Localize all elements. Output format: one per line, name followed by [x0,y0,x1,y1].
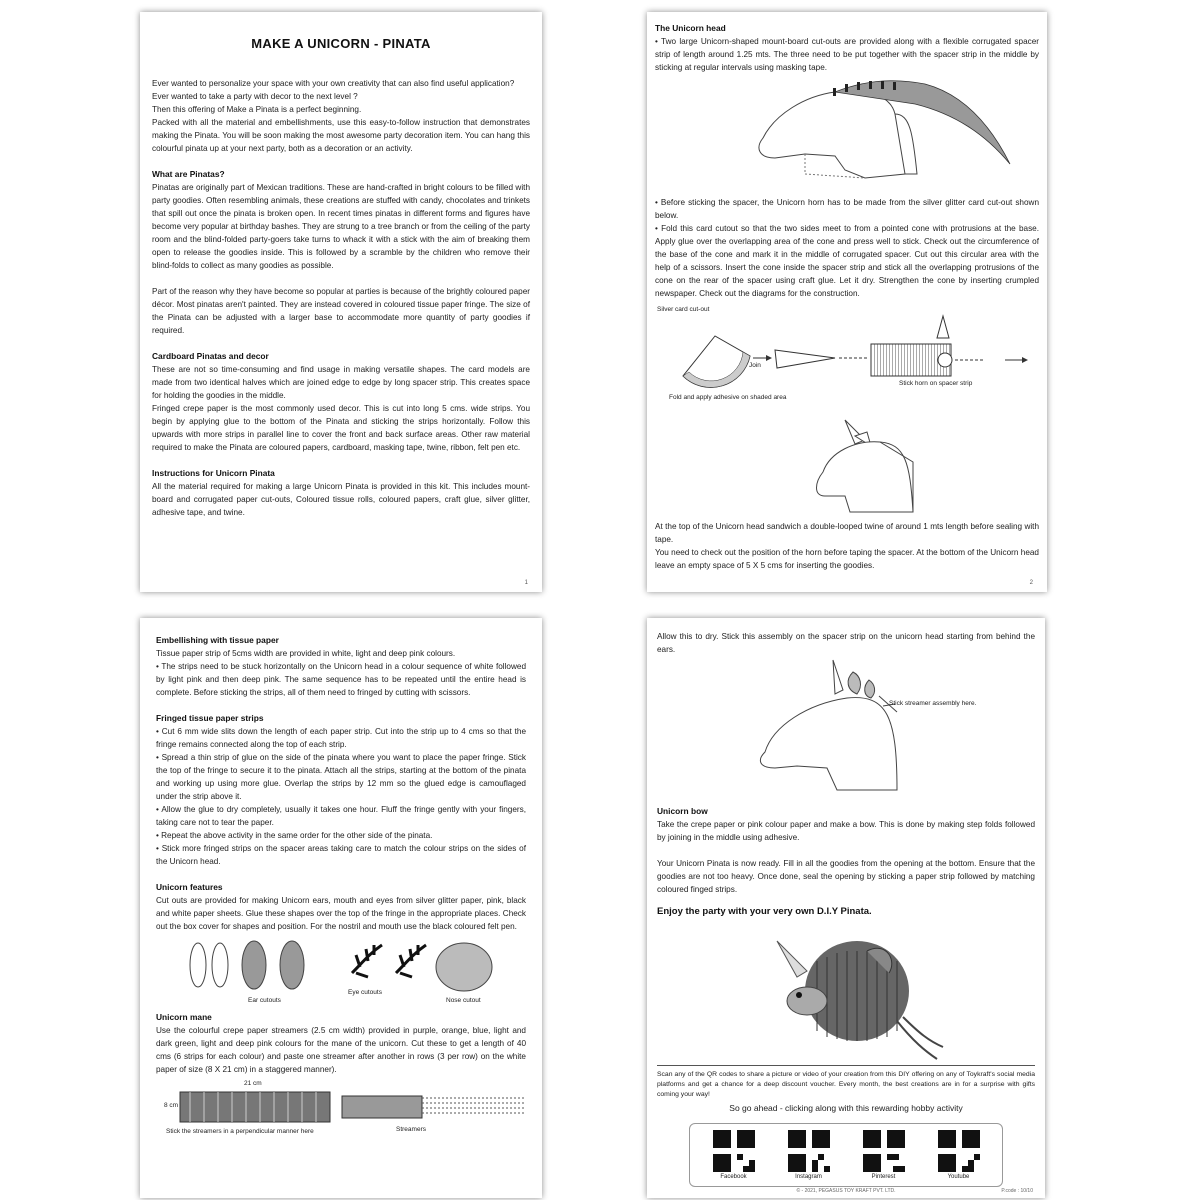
label-ear-cutouts: Ear cutouts [248,997,281,1004]
label-stick-streamers: Stick the streamers in a perpendicular manner here [166,1128,314,1135]
paragraph: You need to check out the position of the horn before taping the spacer. At the bottom of the Unicorn head leave an empty space of 5 X 5 cms for inserting the goodies. [655,548,1039,570]
finished-pinata-photo [657,921,1035,1063]
qr-label: Youtube [947,1174,970,1180]
label-streamers: Streamers [396,1126,426,1133]
paragraph: • The strips need to be stuck horizontally on the Unicorn head in a colour sequence of white followed by light pink and then deep pink. The same sequence has to be repeated until the entire head is complete. Before sticking the strips, all of them need to fringed by cutting with scissors. [156,662,526,697]
qr-code-icon [788,1130,830,1172]
qr-youtube[interactable] [938,1130,980,1180]
paragraph: These are not so time-consuming and find usage in making versatile shapes. The card models are made from two identical halves which are joined edge to edge by long spacer strip. This creates space for holding the goodies in the middle. [152,365,530,400]
section-heading: Fringed tissue paper strips [156,713,264,723]
page-1 [140,12,542,592]
page-3 [140,618,542,1198]
qr-code-icon [863,1130,905,1172]
paragraph: Allow this to dry. Stick this assembly on the spacer strip on the unicorn head starting from behind the ears. [657,632,1035,654]
section-heading: Unicorn mane [156,1012,212,1022]
bullet-item: • Spread a thin strip of glue on the side of the pinata where you want to place the paper fringe. Stick the top of the fringe to secure it to the pinata. Attach all the strips, starting at the bottom of the pinata and working up using more glue. Overlap the strips by 12 mm so the glued edge is camouflaged under the strip above it. [156,753,526,801]
paragraph: Cut outs are provided for making Unicorn ears, mouth and eyes from silver glitter paper, pink, black and white paper sheets. Glue these shapes over the top of the fringe in the appropriate places. Check out the box cover for shapes and position. For the nostril and mouth use the black coloured felt pen. [156,896,526,931]
horn-diagram [655,306,1039,412]
intro-line: Ever wanted to take a party with decor to the next level ? [152,92,358,101]
qr-label: Facebook [720,1174,747,1180]
paragraph: At the top of the Unicorn head sandwich a double-looped twine of around 1 mts length before sealing with tape. [655,522,1039,544]
qr-label: Instagram [795,1174,822,1180]
intro-line: Ever wanted to personalize your space with your own creativity that can also find useful application? [152,79,515,88]
paragraph: • Before sticking the spacer, the Unicorn horn has to be made from the silver glitter card cut-out shown below. [655,198,1039,220]
enjoy-heading: Enjoy the party with your very own D.I.Y Pinata. [657,906,872,917]
intro-line: Packed with all the material and embellishments, use this easy-to-follow instruction that demonstrates making the Pinata. You will be soon making the most awesome party decoration item. You can hang this colourful pinata up at your next party, both as a decoration or an activity. [152,118,530,153]
paragraph: Take the crepe paper or pink colour paper and make a bow. This is done by making step folds followed by joining in the middle using adhesive. [657,820,1035,842]
qr-facebook[interactable] [713,1130,755,1180]
label-silver-card: Silver card cut-out [657,306,710,313]
section-heading: Embellishing with tissue paper [156,635,279,645]
page-number: 1 [524,580,528,586]
qr-instagram[interactable] [788,1130,830,1180]
unicorn-head-ears-illustration [657,656,1035,792]
unicorn-pinata-image [657,921,1035,1063]
streamers-illustration [156,1088,526,1132]
paragraph: Tissue paper strip of 5cms width are provided in white, light and deep pink colours. [156,649,456,658]
label-fold-adhesive: Fold and apply adhesive on shaded area [669,394,787,401]
section-heading: Cardboard Pinatas and decor [152,351,269,361]
paragraph: • Fold this card cutout so that the two sides meet to from a pointed cone with protrusions at the base. Apply glue over the overlapping area of the cone and press well to stick. Check out the circumference of the base of the cone and mark it in the middle of corrugated spacer. Cut out this circular area with the help of a scissors. Insert the cone inside the spacer strip and stick all the overlapping protrusions of the cone on the rear of the spacer using craft glue. Let it dry. Strengthen the cone by inserting crumpled newspaper. Check out the diagrams for the construction. [655,224,1039,298]
features-diagram [156,933,526,1011]
qr-pinterest[interactable] [863,1130,905,1180]
qr-label: Pinterest [871,1174,896,1180]
page-title: MAKE A UNICORN - PINATA [251,36,431,51]
bullet-item: • Allow the glue to dry completely, usually it takes one hour. Fluff the fringe gently with your fingers, taking care not to tear the paper. [156,805,526,827]
label-join: Join [749,362,761,369]
bullet-item: • Cut 6 mm wide slits down the length of each paper strip. Cut into the strip up to 4 cms so that the fringe remains connected along the top of each strip. [156,727,526,749]
mane-diagram [156,1080,526,1140]
qr-code-icon [713,1130,755,1172]
section-heading: Unicorn bow [657,806,708,816]
label-eye-cutouts: Eye cutouts [348,989,382,996]
page-2 [647,12,1047,592]
unicorn-head-spacer-illustration [655,74,1039,196]
label-stick-horn: Stick horn on spacer strip [899,380,973,387]
section-heading: The Unicorn head [655,23,726,33]
bullet-item: • Repeat the above activity in the same order for the other side of the pinata. [156,831,433,840]
label-nose-cutout: Nose cutout [446,997,481,1004]
paragraph: Use the colourful crepe paper streamers (2.5 cm width) provided in purple, orange, blue, light and dark green, light and deep pink colours for the mane of the unicorn. Cut these to get a length of 40 cms (6 strips for each colour) and paste one streamer after another in rows (3 per row) on the white paper of size (8 X 21 cm) in a staggered manner). [156,1026,526,1074]
paragraph: Your Unicorn Pinata is now ready. Fill in all the goodies from the opening at the bottom. Ensure that the goodies are not too heavy. Once done, seal the opening by sticking a paper strip followed by matching coloured finged strips. [657,859,1035,894]
section-heading: Unicorn features [156,882,223,892]
page-4 [647,618,1045,1198]
bullet-item: • Stick more fringed strips on the spacer areas taking care to match the colour strips on the sides of the Unicorn head. [156,844,526,866]
paragraph: Fringed crepe paper is the most commonly used decor. This is cut into long 5 cms. wide strips. You begin by applying glue to the bottom of the Pinata and sticking the strips horizontally. Follow this upwards with more strips in parallel line to cover the front and back surface areas. Other raw material required to make the Pinata are coloured papers, cardboard, masking tape, twine, ribbon, felt pen etc. [152,404,530,452]
page-number: 2 [1029,580,1033,586]
paragraph: Part of the reason why they have become so popular at parties is because of the brightly coloured paper décor. Most pinatas aren't painted. They are instead covered in coloured tissue paper fringe. The size of the Pinata can be adjusted with a larger base to accommodate more quantity of party goodies if required. [152,287,530,335]
label-streamer-assembly: Stick streamer assembly here. [889,700,977,707]
go-ahead-text: So go ahead - clicking along with this rewarding hobby activity [729,1103,963,1113]
unicorn-head-with-horn-illustration [655,412,1039,520]
qr-code-icon [938,1130,980,1172]
qr-code-row [689,1123,1003,1187]
copyright-footer: © - 2021, PEGASUS TOY KRAFT PVT. LTD. [796,1188,896,1194]
streamer-assembly-diagram [657,656,1035,792]
paragraph: Pinatas are originally part of Mexican traditions. These are hand-crafted in bright colours to be filled with party goodies. Often resembling animals, these creations are stuffed with candy, chocolates and trinkets that spill out once the pinata is broken open. In recent times pinatas in different forms and figures have become very popular at birthday bashes. They are strung to a tree branch or from the ceiling of the party room and the blind-folded party-goers take turns to whack it with a stick with the aim of breaking them open to release the goodies inside. This is followed by a scramble by the children who remove their blind-folds to collect as many goodies as possible. [152,183,530,270]
unicorn-horn-head-diagram [655,412,1039,520]
scan-instructions: Scan any of the QR codes to share a picture or video of your creation from this DIY offering on any of Toykraft's social media platforms and get a chance for a deep discount voucher. Every month, the best creations are in for a surprise with gifts coming your way! [657,1071,1035,1098]
product-code: P.code : 10/10 [1001,1188,1033,1194]
label-8cm: 8 cm [164,1102,179,1109]
paragraph: • Two large Unicorn-shaped mount-board cut-outs are provided along with a flexible corrugated spacer strip of length around 1.25 mts. The three need to be put together with the spacer strip in the middle by sticking at regular intervals using masking tape. [655,37,1039,72]
section-heading: Instructions for Unicorn Pinata [152,468,275,478]
label-21cm: 21 cm [244,1080,262,1087]
intro-line: Then this offering of Make a Pinata is a perfect beginning. [152,105,362,114]
unicorn-head-diagram [655,74,1039,196]
section-heading: What are Pinatas? [152,169,225,179]
paragraph: All the material required for making a large Unicorn Pinata is provided in this kit. This includes mount-board and corrugated paper cut-outs, Coloured tissue rolls, coloured papers, craft glue, silver glitter, adhesive tape, and twine. [152,482,530,517]
